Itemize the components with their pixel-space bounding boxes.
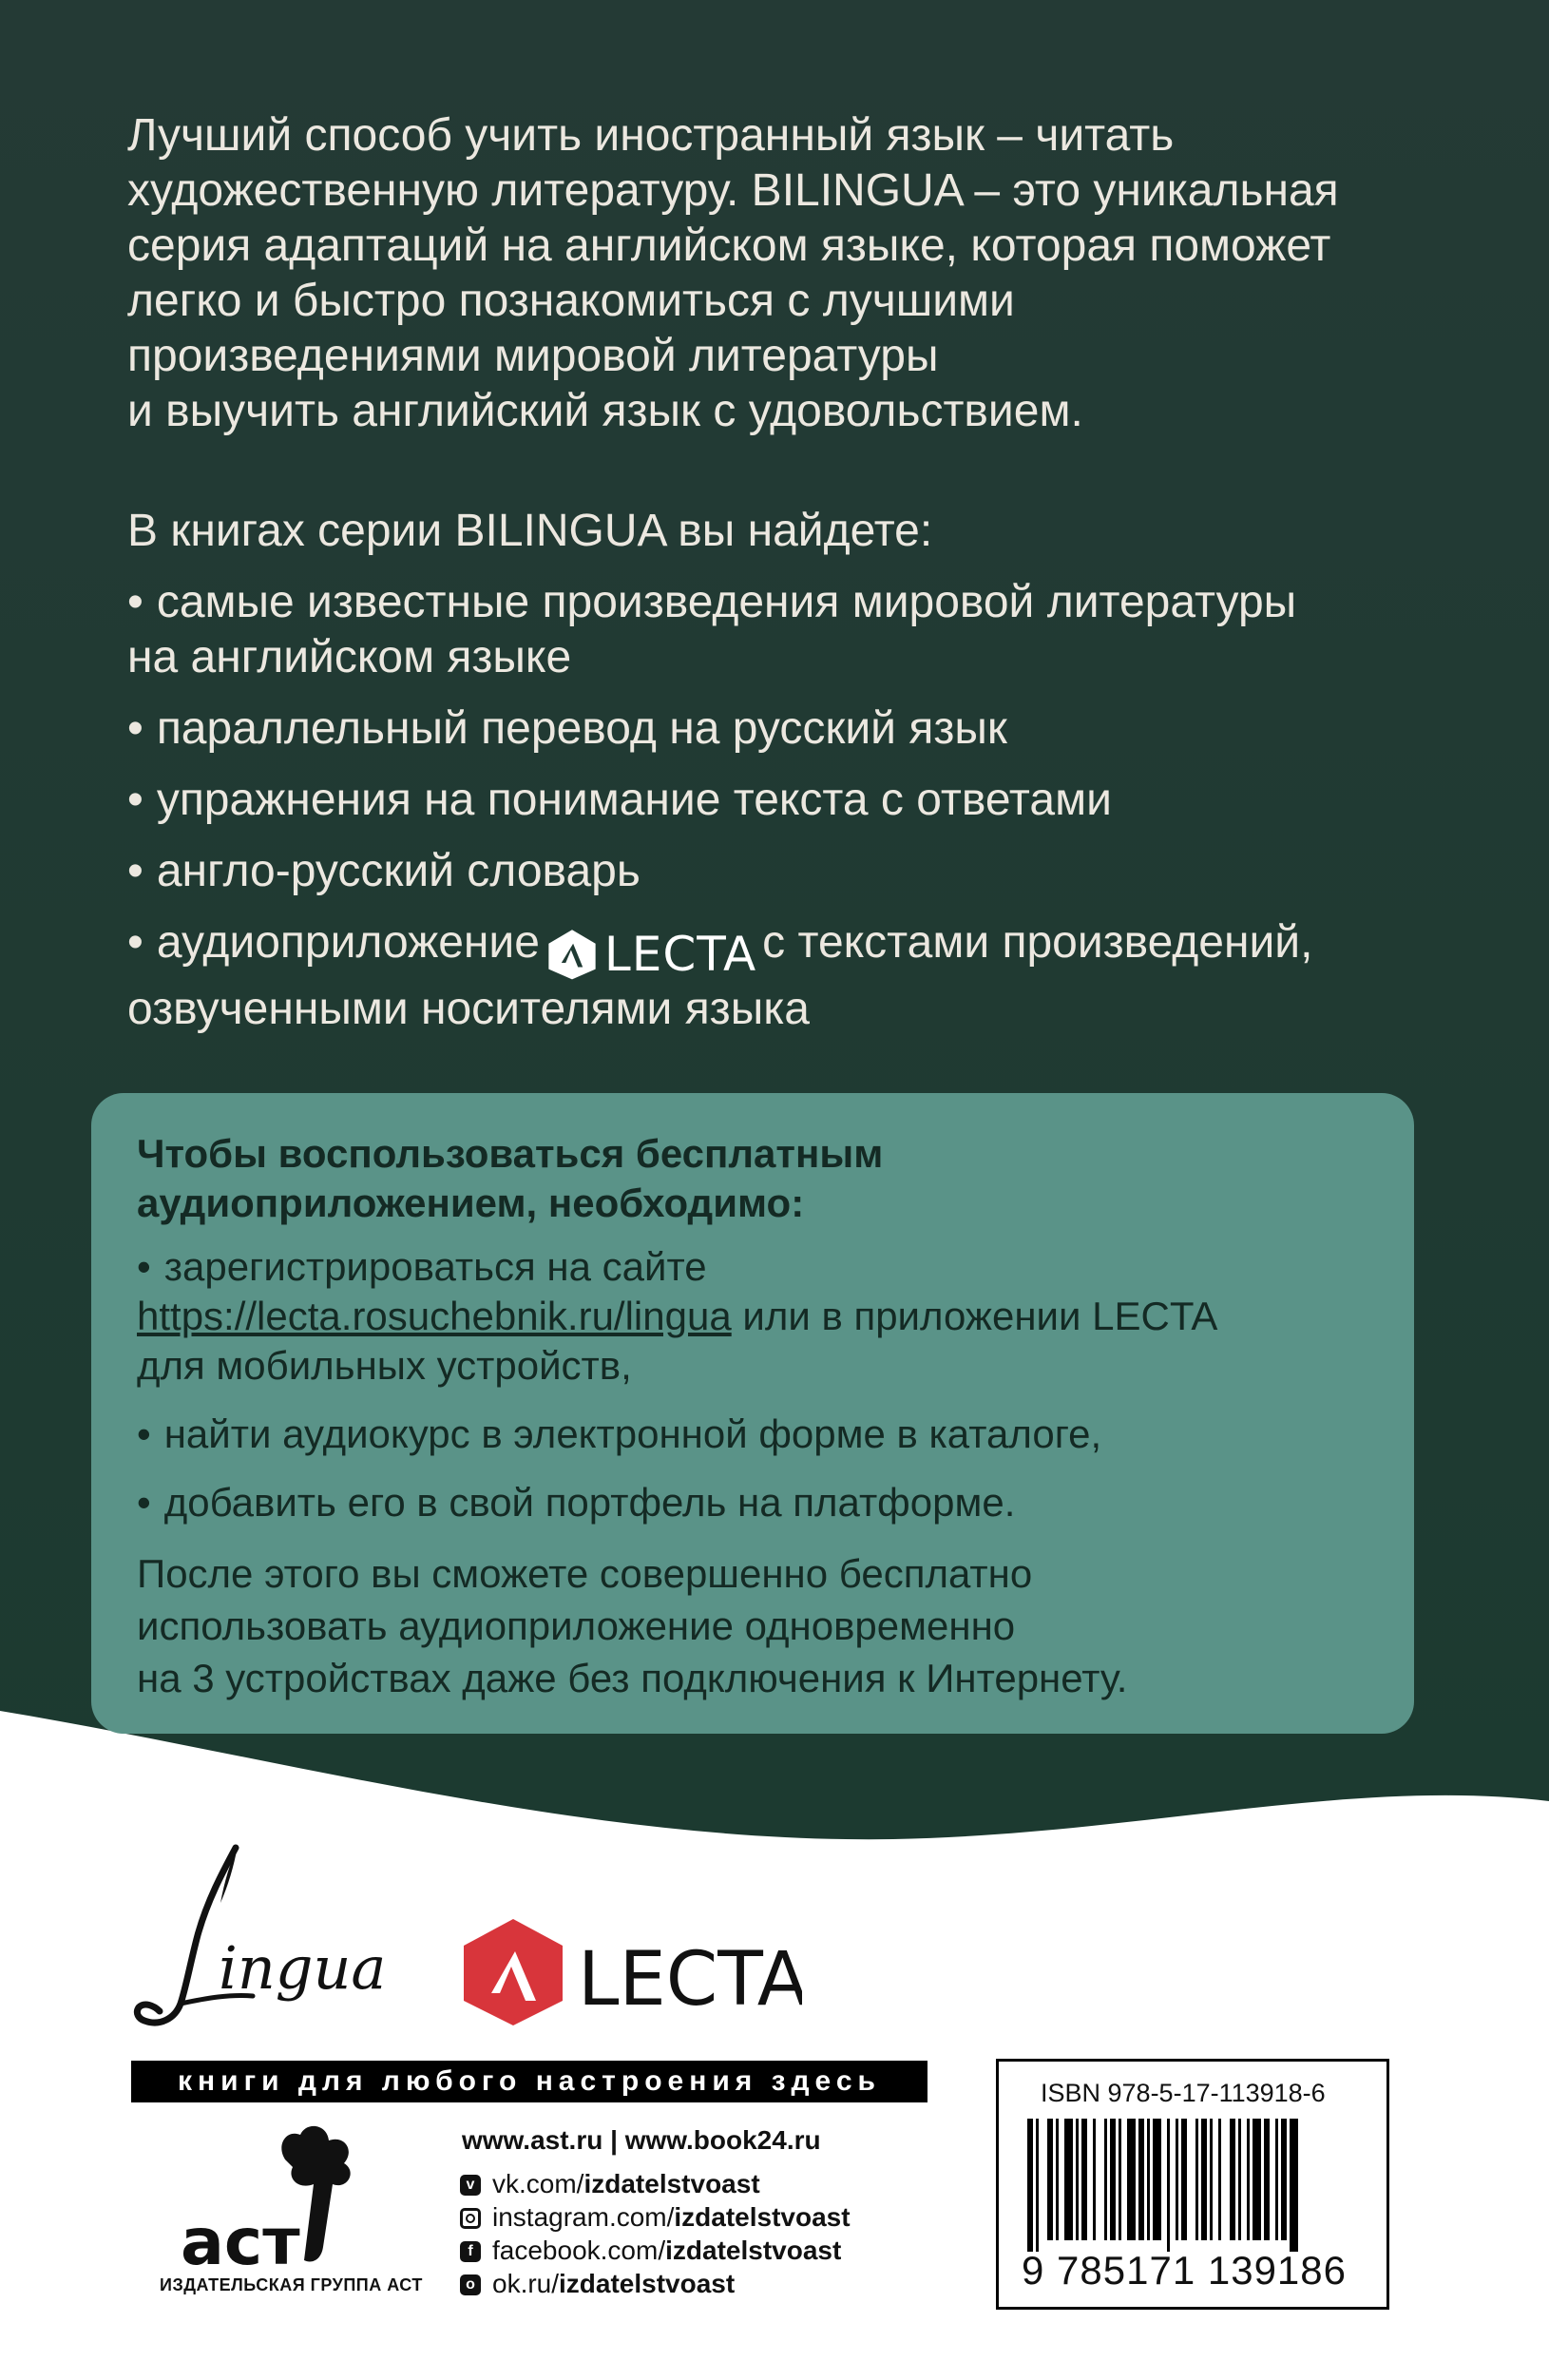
intro-line: Лучший способ учить иностранный язык – читать xyxy=(127,110,1175,161)
bullet: • xyxy=(127,577,143,627)
barcode-bar xyxy=(1290,2119,1298,2252)
barcode-bar xyxy=(1138,2119,1144,2240)
barcode-bar xyxy=(1081,2119,1087,2240)
feature-text: параллельный перевод на русский язык xyxy=(156,703,1007,754)
barcode-bar xyxy=(1104,2119,1107,2240)
barcode-bar xyxy=(1253,2119,1261,2240)
audio-app-info-box xyxy=(91,1093,1414,1734)
features-title: В книгах серии BILINGUA вы найдете: xyxy=(127,506,933,556)
intro-line: художественную литературу. BILINGUA – это уникальная xyxy=(127,165,1339,216)
barcode-bar xyxy=(1281,2119,1287,2240)
feature-item xyxy=(127,844,1515,899)
lecta-inline-logo xyxy=(545,925,756,982)
barcode-icon xyxy=(1027,2119,1364,2252)
info-box-title: Чтобы воспользоваться бесплатным аудиоприложением, необходимо: xyxy=(137,1131,884,1225)
lingua-wordmark: ingua xyxy=(219,1933,387,2003)
lecta-icon xyxy=(545,928,599,981)
step-item: • добавить его в свой портфель на платформе. xyxy=(137,1480,1016,1525)
social-link-ok[interactable]: o ok.ru/izdatelstvoast xyxy=(460,2267,851,2300)
features-list xyxy=(127,575,1515,1053)
social-links xyxy=(460,2167,851,2300)
barcode-bar xyxy=(1064,2119,1073,2240)
lecta-registration-link[interactable]: https://lecta.rosuchebnik.ru/lingua xyxy=(137,1294,732,1338)
barcode-digits: 9 785171 139186 xyxy=(1022,2248,1347,2293)
barcode-bar xyxy=(1247,2119,1250,2240)
barcode-bar xyxy=(1210,2119,1213,2240)
feature-text: упражнения на понимание текста с ответами xyxy=(156,775,1112,825)
barcode-bar xyxy=(1201,2119,1207,2240)
barcode-bar xyxy=(1056,2119,1059,2240)
feature-item xyxy=(127,915,1515,1037)
ast-logo xyxy=(181,2121,380,2278)
social-link-vk[interactable]: v vk.com/izdatelstvoast xyxy=(460,2167,851,2200)
social-link-instagram[interactable]: instagram.com/izdatelstvoast xyxy=(460,2200,851,2234)
barcode-bar xyxy=(1027,2119,1033,2252)
lecta-wordmark: LECTA xyxy=(578,1937,802,2023)
tagline-bar: книги для любого настроения здесь xyxy=(131,2061,927,2102)
ast-wordmark: аст xyxy=(181,2205,300,2274)
bullet: • xyxy=(127,703,143,754)
barcode-bar xyxy=(1047,2119,1053,2240)
feature-item xyxy=(127,575,1515,685)
bullet: • xyxy=(127,846,143,896)
barcode-bar xyxy=(1119,2119,1121,2240)
barcode-bar xyxy=(1093,2119,1096,2240)
odnoklassniki-icon: o xyxy=(460,2274,481,2295)
feature-item xyxy=(127,701,1515,757)
lecta-logo xyxy=(460,1917,802,2034)
bullet: • xyxy=(137,1411,151,1456)
isbn-number: ISBN 978-5-17-113918-6 xyxy=(1041,2079,1326,2107)
lecta-wordmark: LECTA xyxy=(603,927,757,983)
feature-text: с текстами произведений, xyxy=(762,917,1313,968)
bullet: • xyxy=(137,1244,151,1289)
feature-item xyxy=(127,773,1515,828)
intro-line: произведениями мировой литературы xyxy=(127,331,939,381)
bullet: • xyxy=(127,775,143,825)
isbn-barcode-box xyxy=(996,2059,1389,2310)
barcode-bar xyxy=(1167,2119,1170,2252)
intro-paragraph xyxy=(127,108,1496,439)
barcode-bar xyxy=(1275,2119,1278,2240)
barcode-bar xyxy=(1127,2119,1136,2240)
intro-line: серия адаптаций на английском языке, которая поможет xyxy=(127,221,1331,271)
info-box-note: После этого вы сможете совершенно бесплатно использовать аудиоприложение одновременно на 3 устройствах даже без подключения к Интернету. xyxy=(137,1551,1128,1700)
barcode-bar xyxy=(1110,2119,1116,2240)
barcode-bar xyxy=(1238,2119,1241,2240)
instagram-icon xyxy=(460,2208,481,2229)
intro-line: легко и быстро познакомиться с лучшими xyxy=(127,276,1015,326)
website-links[interactable]: www.ast.ru | www.book24.ru xyxy=(462,2125,821,2155)
barcode-bar xyxy=(1230,2119,1235,2240)
lingua-quill-icon xyxy=(131,1844,416,2034)
intro-line: и выучить английский язык с удовольствием. xyxy=(127,386,1083,436)
barcode-bar xyxy=(1147,2119,1150,2240)
ast-caption: ИЗДАТЕЛЬСКАЯ ГРУППА АСТ xyxy=(160,2275,423,2294)
facebook-icon: f xyxy=(460,2241,481,2262)
feature-text: англо-русский словарь xyxy=(156,846,641,896)
bullet: • xyxy=(137,1480,151,1525)
bullet: • xyxy=(127,917,143,968)
barcode-bar xyxy=(1181,2119,1187,2240)
feature-text: на английском языке xyxy=(127,632,572,682)
barcode-bar xyxy=(1176,2119,1178,2240)
barcode-bar xyxy=(1076,2119,1079,2240)
social-link-facebook[interactable]: f facebook.com/izdatelstvoast xyxy=(460,2234,851,2267)
feature-text: аудиоприложение xyxy=(156,917,540,968)
feature-text: самые известные произведения мировой литературы xyxy=(156,577,1297,627)
step-item: • найти аудиокурс в электронной форме в каталоге, xyxy=(137,1411,1102,1456)
vk-icon: v xyxy=(460,2175,481,2196)
info-box-steps xyxy=(137,1242,1391,1546)
feature-text: озвученными носителями языка xyxy=(127,984,810,1035)
lingua-logo xyxy=(131,1844,416,2039)
lecta-hexagon-icon xyxy=(464,1919,563,2025)
barcode-bar xyxy=(1195,2119,1198,2240)
barcode-bar xyxy=(1036,2119,1039,2252)
barcode-bar xyxy=(1264,2119,1270,2240)
barcode-bar xyxy=(1153,2119,1161,2240)
step-item: • зарегистрироваться на сайте https://lecta.rosuchebnik.ru/lingua или в приложении LECTA для мобильных устройств, xyxy=(137,1244,1218,1388)
barcode-bar xyxy=(1218,2119,1221,2240)
